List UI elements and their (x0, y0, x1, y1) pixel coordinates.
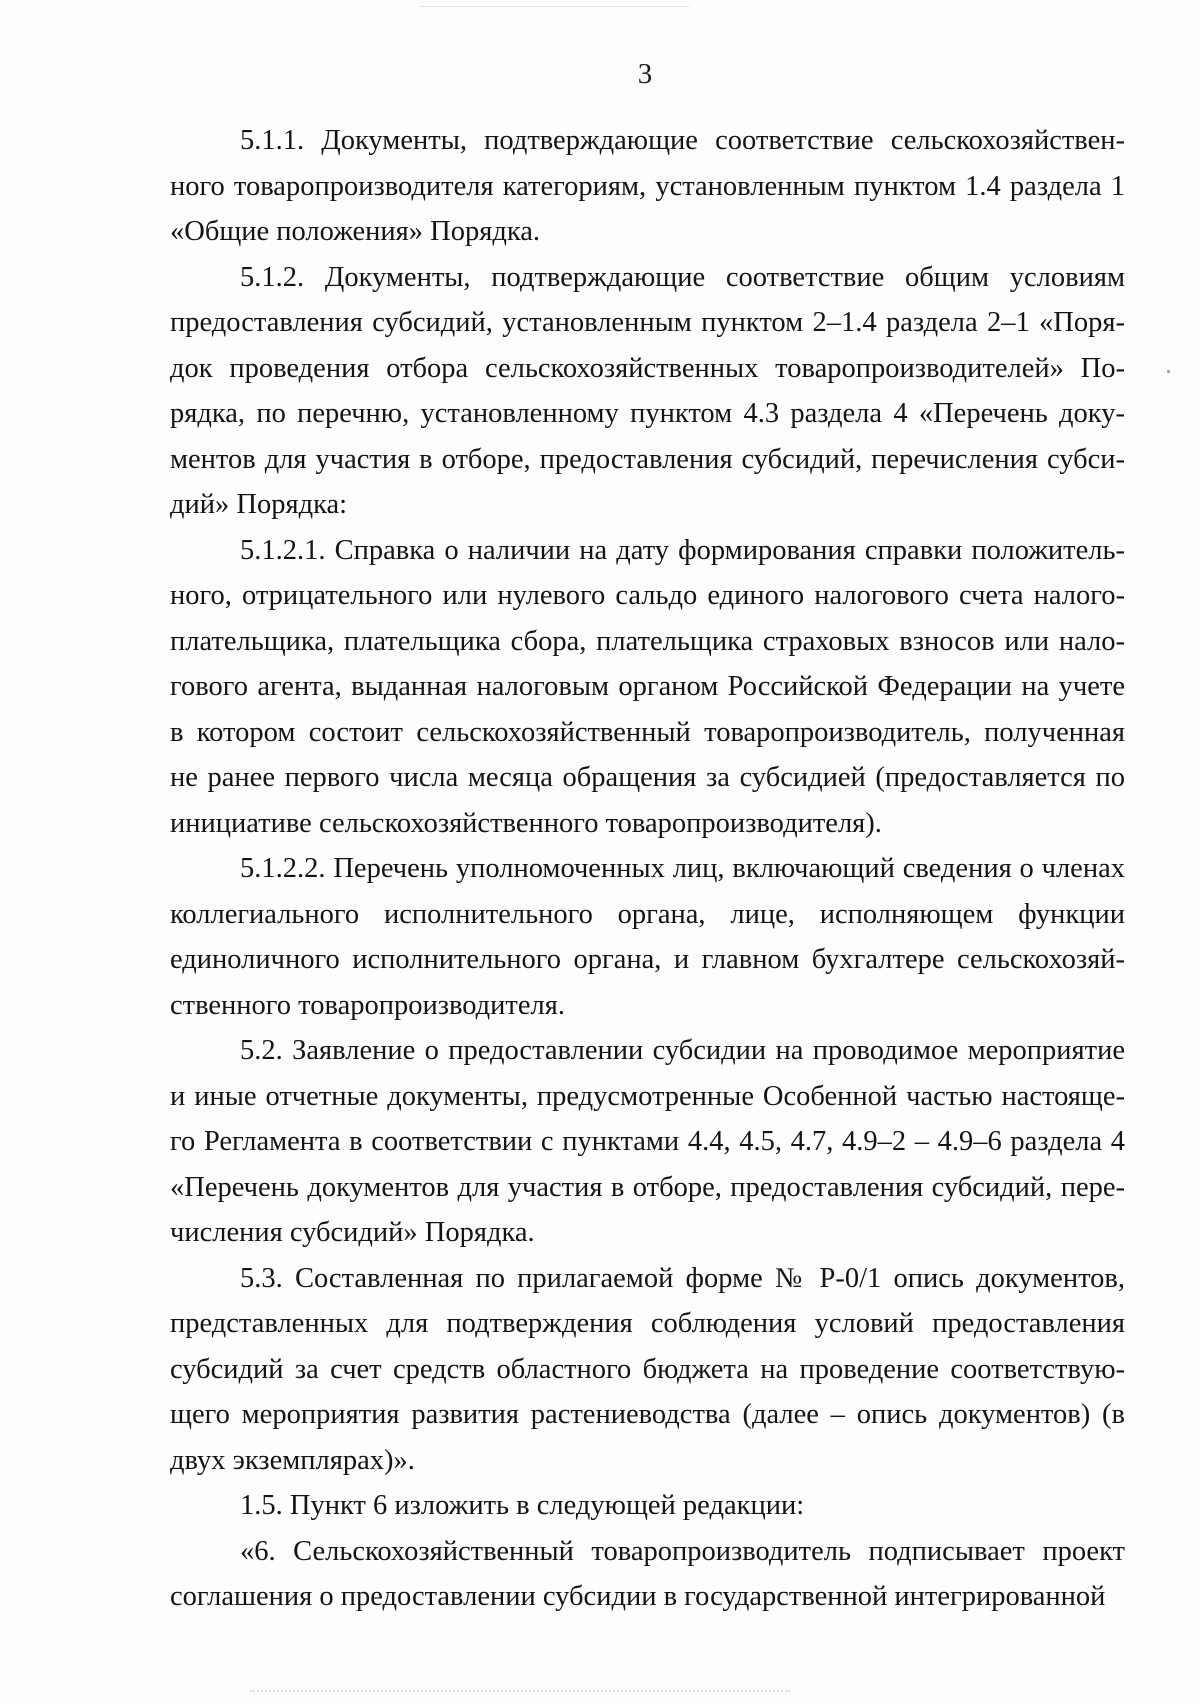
paragraph-5-2: 5.2. Заявление о предоставлении субсидии на проводимое мероприятие и иные отчетные документы, предусмотренные Особенной частью настоящего Регламента в соответствии с пунктами 4.4, 4.5, 4.7, 4.9–2 – 4.9–6 раздела 4 «Перечень документов для участия в отборе, предоставления субсидий, перечисления субсидий» Порядка. (170, 1035, 1125, 1248)
paragraph-5-1-1: 5.1.1. Документы, подтверждающие соответствие сельскохозяйственного товаропроизводителя категориям, установленным пунктом 1.4 раздела 1 «Общие положения» Порядка. (170, 125, 1125, 247)
scan-artifact-top (420, 0, 690, 7)
paragraph-6: «6. Сельскохозяйственный товаропроизводитель подписывает проект соглашения о предоставлении субсидии в государственной интегрированной (170, 1535, 1125, 1612)
paragraph-5-1-2-1: 5.1.2.1. Справка о наличии на дату формирования справки положительного, отрицательного или нулевого сальдо единого налогового счета налогоплательщика, плательщика сбора, плательщика страховых взносов или налогового агента, выданная налоговым органом Российской Федерации на учете в котором состоит сельскохозяйственный товаропроизводитель, полученная не ранее первого числа месяца обращения за субсидией (предоставляется по инициативе сельскохозяйственного товаропроизводителя). (170, 534, 1125, 839)
paragraph-1-5: 1.5. Пункт 6 изложить в следующей редакции: (240, 1490, 805, 1521)
paragraph-5-1-2-2: 5.1.2.2. Перечень уполномоченных лиц, включающий сведения о членах коллегиального исполнительного органа, лице, исполняющем функции единоличного исполнительного органа, и главном бухгалтере сельскохозяйственного товаропроизводителя. (170, 853, 1125, 1021)
page-number: 3 (637, 58, 653, 90)
document-body (170, 118, 1125, 1620)
paragraph-5-1-2: 5.1.2. Документы, подтверждающие соответствие общим условиям предоставления субсидий, установленным пунктом 2–1.4 раздела 2–1 «Порядок проведения отбора сельскохозяйственных товаропроизводителей» Порядка, по перечню, установленному пунктом 4.3 раздела 4 «Перечень документов для участия в отборе, предоставления субсидий, перечисления субсидий» Порядка: (170, 261, 1125, 520)
scan-artifact-bottom (250, 1690, 790, 1696)
paragraph-5-3: 5.3. Составленная по прилагаемой форме № Р-0/1 опись документов, представленных для подтверждения соблюдения условий предоставления субсидий за счет средств областного бюджета на проведение соответствующего мероприятия развития растениеводства (далее – опись документов) (в двух экземплярах)». (170, 1262, 1125, 1476)
scan-speck (1167, 370, 1170, 373)
